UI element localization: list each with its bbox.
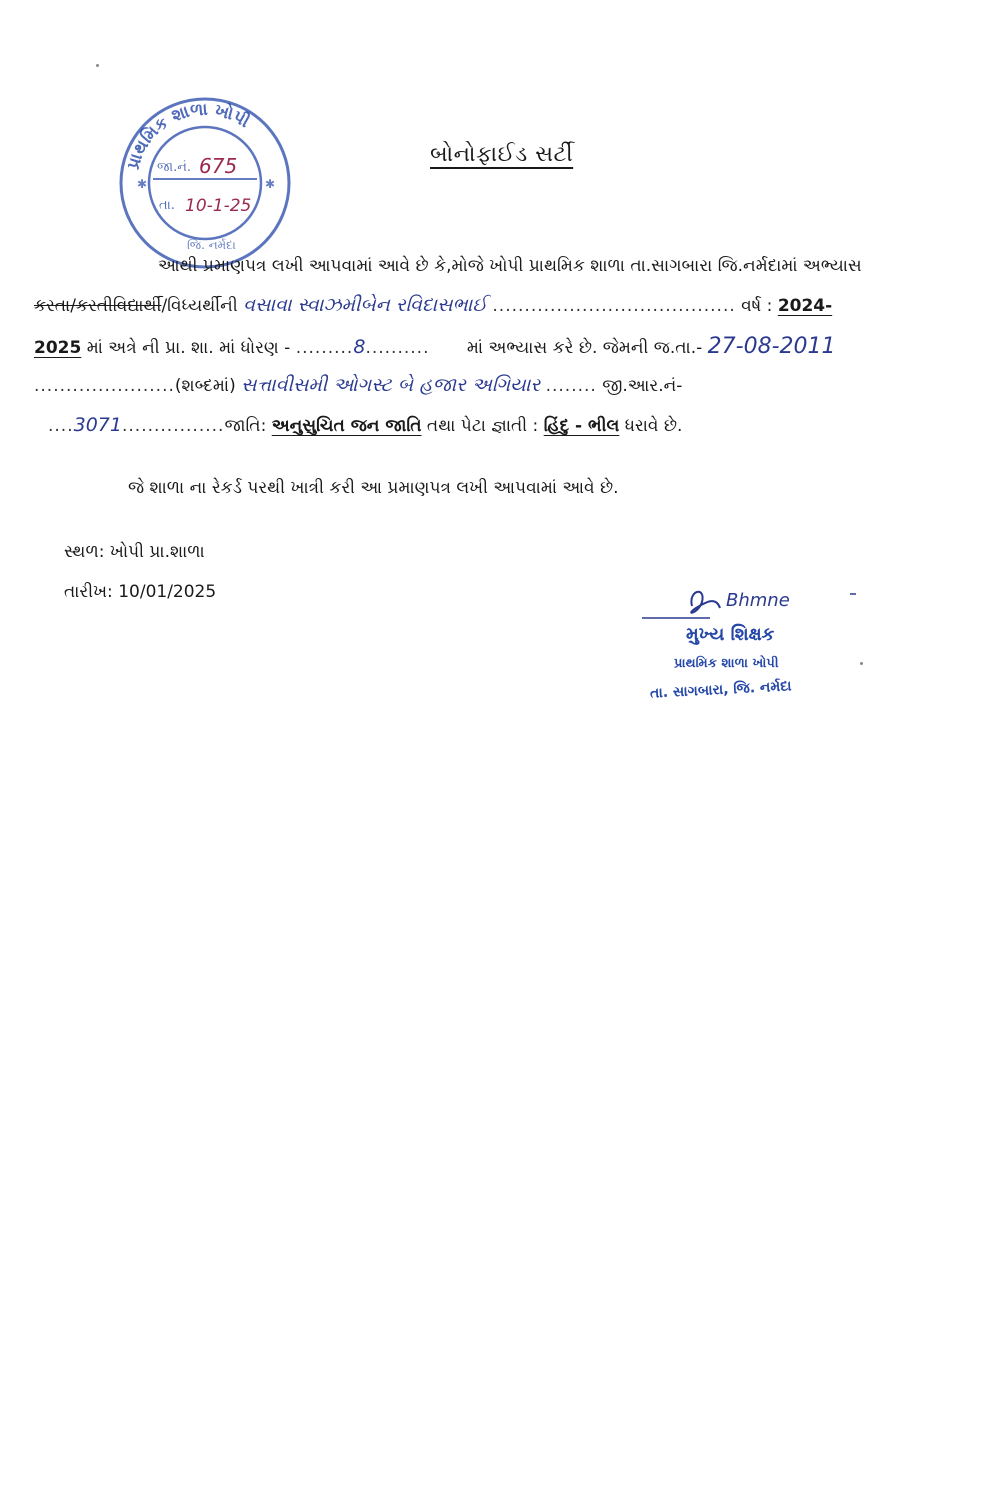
dob-handwritten: 27-08-2011: [707, 334, 836, 359]
stamp-line-headmaster: મુખ્ય શિક્ષક: [686, 624, 775, 645]
struck-karta: કરતા/કરતી: [34, 296, 113, 316]
subcaste-value: હિંદુ - ભીલ: [543, 416, 620, 436]
subcaste-label: તથા પેટા જ્ઞાતી :: [426, 416, 539, 436]
stamp-line-address: તા. સાગબારા, જિ. નર્મદા: [649, 678, 792, 702]
std-dots-a: .........: [295, 338, 354, 358]
stamp-ring-text: પ્રાથમિક શાળા ખોપી: [123, 99, 253, 172]
date-label: તારીખ:: [64, 582, 113, 602]
signature-scribble: Bhmne: [726, 590, 790, 611]
student-name-line: [34, 294, 832, 316]
page-title: બોનોફાઈડ સર્ટી: [430, 142, 574, 167]
caste-line: [48, 414, 682, 436]
gr-dots-b: ................: [121, 416, 225, 436]
year-label: વર્ષ :: [741, 296, 773, 316]
dob-words-handwritten: સત્તાવીસમી ઓગસ્ટ બે હજાર અગિયાર: [241, 374, 541, 396]
place-label: સ્થળ:: [64, 542, 105, 562]
stamp-bottom-text: જિ. નર્મદા: [187, 238, 236, 252]
place-value: ખોપી પ્રા.શાળા: [109, 542, 205, 562]
scan-speck: [860, 662, 863, 665]
scan-speck: [96, 64, 99, 67]
year-end: 2025: [34, 338, 82, 358]
round-stamp-graphic: [115, 93, 295, 273]
gr-dots-a: ....: [48, 416, 74, 436]
gr-number-handwritten: 3071: [73, 414, 122, 436]
stamp-line-school: પ્રાથમિક શાળા ખોપી: [674, 656, 779, 671]
std-dots-b: ..........: [365, 338, 430, 358]
caste-tail: ધરાવે છે.: [624, 416, 683, 436]
vidyarthini-label: /વિધ્યર્થીની: [161, 296, 238, 316]
svg-text:✱: ✱: [137, 177, 148, 191]
student-name-handwritten: વસાવા સ્વાઝમીબેન રવિદાસભાઈ: [243, 294, 487, 316]
standard-dob-line: [34, 334, 836, 359]
stamp-date-value: 10-1-25: [185, 196, 252, 216]
stamp-date-label: તા.: [159, 198, 175, 213]
headmaster-stamp: [640, 590, 860, 716]
year-start: 2024-: [777, 296, 833, 316]
struck-vidyarthi: વિદ્યાર્થી: [112, 296, 162, 316]
studies-dob-text: માં અભ્યાસ કરે છે. જેમની જ.તા.-: [466, 338, 703, 358]
gr-label: જી.આર.નં-: [602, 376, 683, 396]
confirmation-line: જે શાળા ના રેકર્ડ પરથી ખાત્રી કરી આ પ્રમાણપત્ર લખી આપવામાં આવે છે.: [128, 478, 619, 498]
date-value: 10/01/2025: [118, 582, 217, 602]
svg-text:✱: ✱: [265, 177, 276, 191]
words-label: (શબ્દમાં): [174, 376, 236, 396]
name-dots: ......................................: [492, 296, 736, 316]
standard-text: માં અત્રે ની પ્રા. શા. માં ધોરણ -: [86, 338, 291, 358]
standard-handwritten: 8: [353, 336, 366, 358]
words-dots-a: ......................: [34, 376, 175, 396]
caste-label: જાતિ:: [224, 416, 267, 436]
school-round-stamp: [115, 93, 295, 273]
place-line: [64, 542, 205, 562]
intro-line: આથી પ્રમાણપત્ર લખી આપવામાં આવે છે કે,મોજે ખોપી પ્રાથમિક શાળા તા.સાગબારા જિ.નર્મદામાં અભ્યાસ: [158, 256, 862, 276]
words-dots-b: ........: [545, 376, 597, 396]
stamp-no-label: જા.નં.: [157, 160, 192, 175]
dob-words-line: [34, 374, 682, 396]
date-line: [64, 582, 216, 602]
stamp-no-value: 675: [199, 154, 238, 178]
caste-value: અનુસુચિત જન જાતિ: [271, 416, 422, 436]
